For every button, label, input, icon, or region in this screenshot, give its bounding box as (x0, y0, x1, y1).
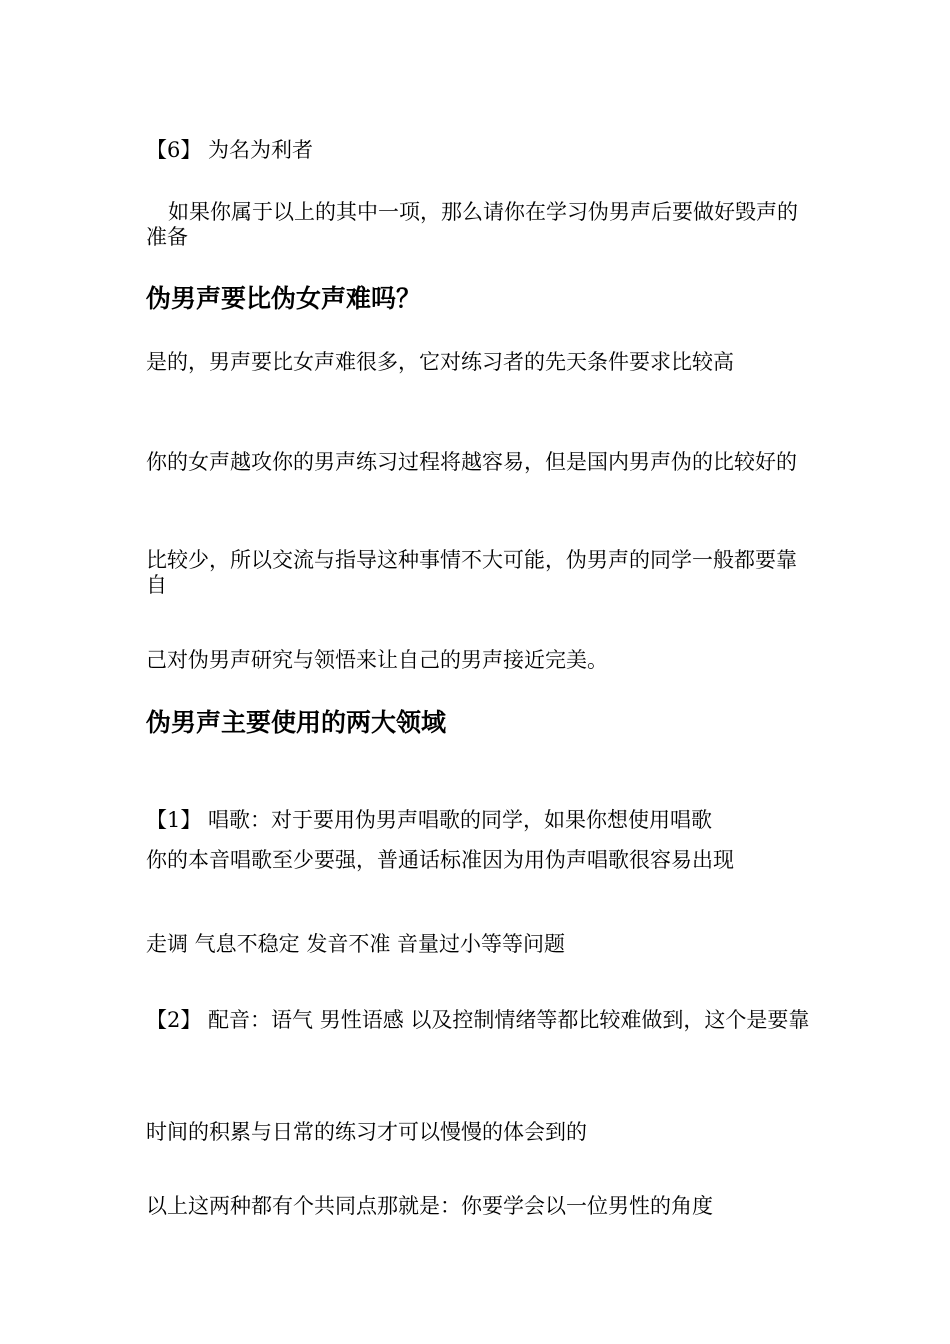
paragraph-few-people: 比较少，所以交流与指导这种事情不大可能，伪男声的同学一般都要靠自 (146, 548, 797, 597)
section-heading-difficulty: 伪男声要比伪女声难吗？ (146, 284, 422, 313)
paragraph-common-point: 以上这两种都有个共同点那就是：你要学会以一位男性的角度 (146, 1194, 713, 1218)
paragraph-warning: 如果你属于以上的其中一项，那么请你在学习伪男声后要做好毁声的准备 (146, 200, 798, 249)
paragraph-difficulty-answer: 是的，男声要比女声难很多，它对练习者的先天条件要求比较高 (146, 350, 734, 374)
list-item-6: 【6】 为名为利者 (146, 138, 314, 162)
paragraph-singing-problems: 走调 气息不稳定 发音不准 音量过小等等问题 (146, 932, 566, 956)
paragraph-female-voice: 你的女声越攻你的男声练习过程将越容易，但是国内男声伪的比较好的 (146, 450, 797, 474)
paragraph-self-study: 己对伪男声研究与领悟来让自己的男声接近完美。 (146, 648, 608, 672)
list-item-dubbing: 【2】 配音：语气 男性语感 以及控制情绪等都比较难做到，这个是要靠 (146, 1008, 810, 1032)
paragraph-dubbing-detail: 时间的积累与日常的练习才可以慢慢的体会到的 (146, 1120, 587, 1144)
section-heading-fields: 伪男声主要使用的两大领域 (146, 708, 447, 737)
list-item-singing: 【1】 唱歌：对于要用伪男声唱歌的同学，如果你想使用唱歌 (146, 808, 713, 832)
paragraph-singing-detail: 你的本音唱歌至少要强，普通话标准因为用伪声唱歌很容易出现 (146, 848, 734, 872)
